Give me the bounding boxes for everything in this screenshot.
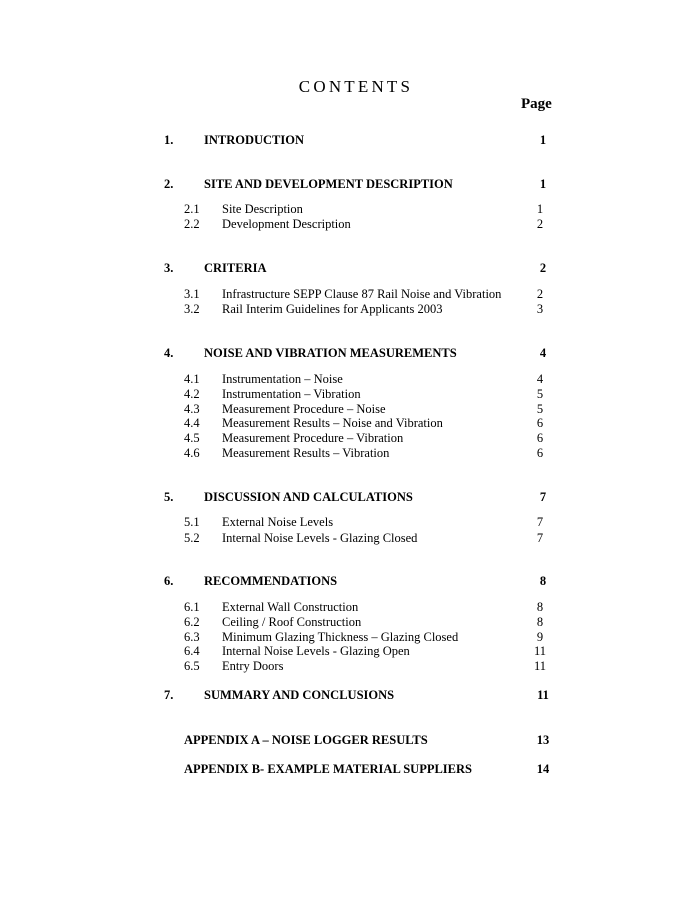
section-title: DISCUSSION AND CALCULATIONS [204, 490, 413, 504]
subsection-page: 5 [536, 387, 544, 401]
toc-subsection-3-2[interactable] [0, 301, 698, 317]
section-title: NOISE AND VIBRATION MEASUREMENTS [204, 346, 457, 360]
subsection-page: 6 [536, 446, 544, 460]
subsection-title: Instrumentation – Vibration [222, 387, 361, 401]
subsection-number: 6.1 [184, 600, 200, 614]
subsection-number: 6.5 [184, 659, 200, 673]
subsection-number: 3.2 [184, 302, 200, 316]
subsection-page: 5 [536, 402, 544, 416]
subsection-page: 11 [533, 659, 547, 673]
appendix-title: APPENDIX A – NOISE LOGGER RESULTS [184, 733, 428, 747]
subsection-title: Entry Doors [222, 659, 284, 673]
subsection-number: 4.4 [184, 416, 200, 430]
section-number: 7. [164, 688, 174, 702]
section-title: CRITERIA [204, 261, 267, 275]
toc-subsection-6-5[interactable] [0, 658, 698, 674]
subsection-title: Instrumentation – Noise [222, 372, 343, 386]
section-number: 4. [164, 346, 174, 360]
subsection-title: Site Description [222, 202, 303, 216]
subsection-number: 6.3 [184, 630, 200, 644]
section-page: 8 [539, 574, 547, 588]
toc-section-2[interactable] [0, 176, 698, 192]
toc-subsection-4-6[interactable] [0, 445, 698, 461]
appendix-title: APPENDIX B- EXAMPLE MATERIAL SUPPLIERS [184, 762, 472, 776]
subsection-number: 5.2 [184, 531, 200, 545]
subsection-number: 4.2 [184, 387, 200, 401]
toc-appendix-b[interactable] [0, 761, 698, 777]
section-page: 7 [539, 490, 547, 504]
subsection-title: Development Description [222, 217, 351, 231]
subsection-number: 2.2 [184, 217, 200, 231]
page-column-header: Page [521, 96, 552, 112]
section-page: 1 [539, 133, 547, 147]
toc-section-7[interactable] [0, 687, 698, 703]
section-page: 11 [537, 688, 549, 702]
subsection-number: 4.6 [184, 446, 200, 460]
section-page: 2 [539, 261, 547, 275]
subsection-page: 7 [536, 531, 544, 545]
subsection-number: 4.1 [184, 372, 200, 386]
subsection-page: 8 [536, 600, 544, 614]
subsection-title: Infrastructure SEPP Clause 87 Rail Noise and Vibration [222, 287, 502, 301]
subsection-page: 11 [533, 644, 547, 658]
section-title: SITE AND DEVELOPMENT DESCRIPTION [204, 177, 453, 191]
subsection-title: External Wall Construction [222, 600, 359, 614]
section-number: 2. [164, 177, 174, 191]
toc-subsection-5-1[interactable] [0, 514, 698, 530]
section-title: RECOMMENDATIONS [204, 574, 338, 588]
subsection-title: Measurement Procedure – Noise [222, 402, 386, 416]
toc-subsection-6-1[interactable] [0, 599, 698, 615]
toc-subsection-4-5[interactable] [0, 430, 698, 446]
subsection-title: Measurement Results – Noise and Vibration [222, 416, 443, 430]
subsection-title: Rail Interim Guidelines for Applicants 2003 [222, 302, 443, 316]
toc-section-4[interactable] [0, 345, 698, 361]
subsection-title: Measurement Procedure – Vibration [222, 431, 404, 445]
section-title: INTRODUCTION [204, 133, 305, 147]
section-page: 1 [539, 177, 547, 191]
appendix-page: 13 [536, 733, 550, 747]
subsection-number: 6.4 [184, 644, 200, 658]
subsection-number: 6.2 [184, 615, 200, 629]
section-number: 3. [164, 261, 174, 275]
section-page: 4 [539, 346, 547, 360]
subsection-title: Internal Noise Levels - Glazing Closed [222, 531, 418, 545]
subsection-title: Measurement Results – Vibration [222, 446, 390, 460]
toc-section-3[interactable] [0, 260, 698, 276]
subsection-title: Minimum Glazing Thickness – Glazing Closed [222, 630, 459, 644]
toc-subsection-5-2[interactable] [0, 530, 698, 546]
toc-subsection-4-2[interactable] [0, 386, 698, 402]
section-number: 6. [164, 574, 174, 588]
subsection-number: 4.3 [184, 402, 200, 416]
section-title: SUMMARY AND CONCLUSIONS [204, 688, 395, 702]
toc-subsection-6-2[interactable] [0, 614, 698, 630]
subsection-title: Ceiling / Roof Construction [222, 615, 362, 629]
toc-subsection-4-1[interactable] [0, 371, 698, 387]
subsection-page: 2 [536, 287, 544, 301]
toc-section-6[interactable] [0, 573, 698, 589]
subsection-number: 3.1 [184, 287, 200, 301]
contents-title: CONTENTS [298, 77, 414, 96]
subsection-page: 4 [536, 372, 544, 386]
subsection-page: 2 [536, 217, 544, 231]
subsection-number: 5.1 [184, 515, 200, 529]
toc-subsection-2-1[interactable] [0, 201, 698, 217]
toc-section-5[interactable] [0, 489, 698, 505]
subsection-page: 7 [536, 515, 544, 529]
toc-subsection-3-1[interactable] [0, 286, 698, 302]
subsection-page: 6 [536, 431, 544, 445]
subsection-page: 6 [536, 416, 544, 430]
subsection-number: 4.5 [184, 431, 200, 445]
toc-section-1[interactable] [0, 132, 698, 148]
toc-subsection-6-4[interactable] [0, 643, 698, 659]
section-number: 5. [164, 490, 174, 504]
subsection-title: Internal Noise Levels - Glazing Open [222, 644, 410, 658]
subsection-page: 1 [536, 202, 544, 216]
subsection-page: 9 [536, 630, 544, 644]
toc-subsection-2-2[interactable] [0, 216, 698, 232]
toc-subsection-4-4[interactable] [0, 415, 698, 431]
subsection-title: External Noise Levels [222, 515, 334, 529]
subsection-page: 3 [536, 302, 544, 316]
subsection-number: 2.1 [184, 202, 200, 216]
appendix-page: 14 [536, 762, 550, 776]
toc-appendix-a[interactable] [0, 732, 698, 748]
section-number: 1. [164, 133, 174, 147]
subsection-page: 8 [536, 615, 544, 629]
